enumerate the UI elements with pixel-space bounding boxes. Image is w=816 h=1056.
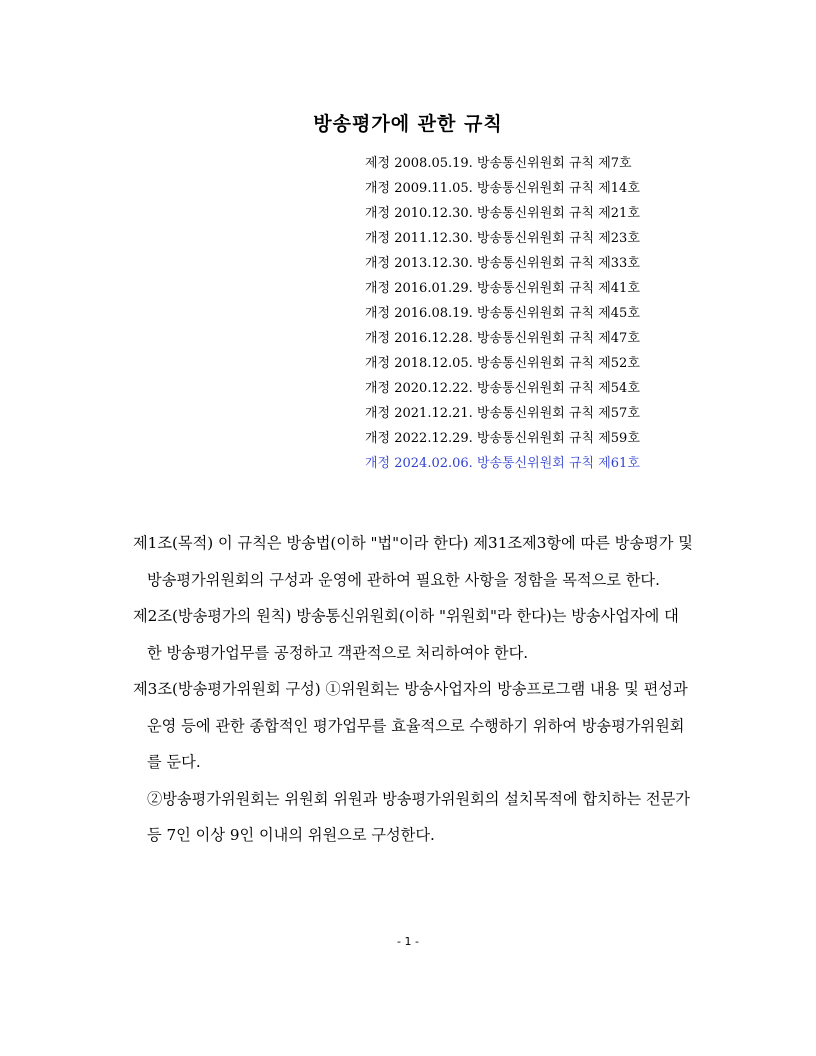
history-entry: 개정 2011.12.30. 방송통신위원회 규칙 제23호 bbox=[365, 231, 640, 246]
history-entry: 개정 2009.11.05. 방송통신위원회 규칙 제14호 bbox=[365, 181, 640, 196]
history-entry: 개정 2022.12.29. 방송통신위원회 규칙 제59호 bbox=[365, 431, 640, 446]
article-2: 제2조(방송평가의 원칙) 방송통신위원회(이하 "위원회"라 한다)는 방송사업자에 대한 방송평가업무를 공정하고 객관적으로 처리하여야 한다. bbox=[133, 607, 679, 662]
history-entry: 개정 2021.12.21. 방송통신위원회 규칙 제57호 bbox=[365, 406, 640, 421]
history-entry: 개정 2020.12.22. 방송통신위원회 규칙 제54호 bbox=[365, 381, 640, 396]
page-number: - 1 - bbox=[397, 935, 419, 948]
history-entry: 개정 2013.12.30. 방송통신위원회 규칙 제33호 bbox=[365, 256, 640, 271]
article-1: 제1조(목적) 이 규칙은 방송법(이하 "법"이라 한다) 제31조제3항에 따른 방송평가 및 방송평가위원회의 구성과 운영에 관하여 필요한 사항을 정함을 목적으로 한다. bbox=[133, 534, 693, 589]
history-entry: 개정 2010.12.30. 방송통신위원회 규칙 제21호 bbox=[365, 206, 640, 221]
history-entry-latest[interactable]: 개정 2024.02.06. 방송통신위원회 규칙 제61호 bbox=[365, 456, 640, 471]
history-entry: 개정 2016.12.28. 방송통신위원회 규칙 제47호 bbox=[365, 331, 640, 346]
history-entry: 개정 2016.08.19. 방송통신위원회 규칙 제45호 bbox=[365, 306, 640, 321]
article-3-paragraph-1: 제3조(방송평가위원회 구성) ①위원회는 방송사업자의 방송프로그램 내용 및 편성과 운영 등에 관한 종합적인 평가업무를 효율적으로 수행하기 위하여 방송평가위원회를 둔다. bbox=[133, 680, 688, 771]
history-entry: 개정 2018.12.05. 방송통신위원회 규칙 제52호 bbox=[365, 356, 640, 371]
history-entry: 제정 2008.05.19. 방송통신위원회 규칙 제7호 bbox=[365, 156, 632, 171]
amendment-history bbox=[365, 151, 640, 476]
article-3-paragraph-2: ②방송평가위원회는 위원회 위원과 방송평가위원회의 설치목적에 합치하는 전문가 등 7인 이상 9인 이내의 위원으로 구성한다. bbox=[147, 789, 690, 844]
history-entry: 개정 2016.01.29. 방송통신위원회 규칙 제41호 bbox=[365, 281, 640, 296]
document-body bbox=[133, 525, 693, 854]
document-title: 방송평가에 관한 규칙 bbox=[313, 113, 503, 135]
